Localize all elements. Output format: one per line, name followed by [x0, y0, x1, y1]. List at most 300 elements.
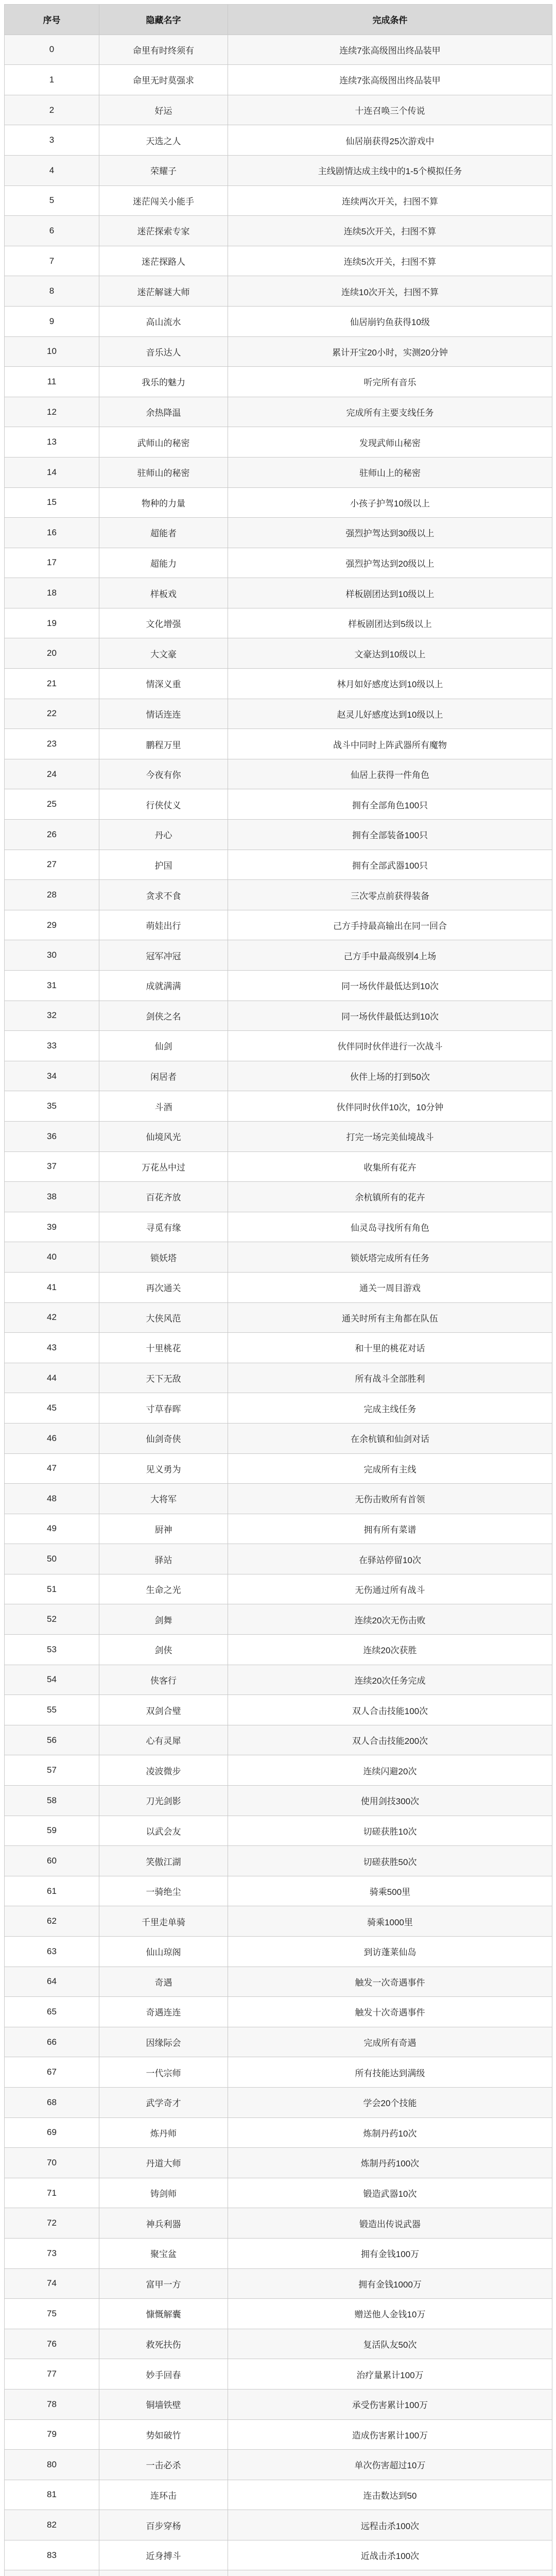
cell-condition: 己方手中最高级别4上场	[228, 940, 552, 970]
cell-name: 命里无时莫强求	[99, 65, 228, 95]
cell-condition: 强烈护驾达到20级以上	[228, 548, 552, 578]
cell-name: 斗酒	[99, 1091, 228, 1121]
cell-condition: 双人合击技能100次	[228, 1695, 552, 1725]
cell-id: 14	[5, 457, 99, 487]
cell-condition: 战斗中同时上阵武器所有魔物	[228, 729, 552, 759]
cell-name: 冠军冲冠	[99, 940, 228, 970]
cell-id: 8	[5, 276, 99, 306]
table-row	[5, 1967, 552, 1997]
cell-id: 35	[5, 1091, 99, 1121]
cell-name: 近身搏斗	[99, 2540, 228, 2570]
cell-condition: 无伤通过所有战斗	[228, 1574, 552, 1604]
cell-condition: 触发十次奇遇事件	[228, 1997, 552, 2027]
cell-name: 因缘际会	[99, 2027, 228, 2057]
cell-id: 53	[5, 1635, 99, 1665]
cell-name: 驿站	[99, 1544, 228, 1574]
cell-name: 大将军	[99, 1484, 228, 1514]
header-id: 序号	[5, 5, 99, 35]
cell-name: 刀光剑影	[99, 1786, 228, 1816]
table-row	[5, 940, 552, 971]
table-row	[5, 156, 552, 186]
cell-id: 76	[5, 2329, 99, 2359]
cell-name: 心有灵犀	[99, 1725, 228, 1755]
cell-name: 仙剑奇侠	[99, 1423, 228, 1453]
cell-name: 天下无敌	[99, 1363, 228, 1393]
cell-name: 我乐的魅力	[99, 367, 228, 397]
cell-id: 46	[5, 1423, 99, 1453]
cell-condition: 承受伤害累计100万	[228, 2389, 552, 2419]
cell-id: 72	[5, 2208, 99, 2238]
cell-id: 28	[5, 880, 99, 910]
cell-condition: 文豪达到10级以上	[228, 638, 552, 668]
cell-name: 余热降温	[99, 397, 228, 427]
cell-name: 命里有时终须有	[99, 35, 228, 65]
cell-condition: 到访蓬莱仙岛	[228, 1937, 552, 1967]
cell-id	[5, 2570, 99, 2576]
cell-condition: 仙居上获得一件角色	[228, 759, 552, 789]
table-row	[5, 669, 552, 699]
cell-condition: 完成所有奇遇	[228, 2027, 552, 2057]
cell-id: 77	[5, 2359, 99, 2389]
cell-name: 锁妖塔	[99, 1242, 228, 1272]
table-row	[5, 1423, 552, 1454]
cell-name	[99, 2570, 228, 2576]
cell-name: 剑舞	[99, 1604, 228, 1634]
cell-name: 迷茫探索专家	[99, 216, 228, 246]
cell-condition: 拥有全部角色100只	[228, 789, 552, 819]
cell-id: 20	[5, 638, 99, 668]
cell-name: 铜墙铁壁	[99, 2389, 228, 2419]
table-row	[5, 548, 552, 579]
header-name: 隐藏名字	[99, 5, 228, 35]
table-row	[5, 125, 552, 156]
cell-name: 势如破竹	[99, 2420, 228, 2450]
table-row	[5, 729, 552, 759]
table-row	[5, 1363, 552, 1394]
cell-name: 物种的力量	[99, 488, 228, 518]
cell-condition: 所有技能达到满级	[228, 2057, 552, 2087]
cell-name: 铸剑师	[99, 2178, 228, 2208]
table-row	[5, 910, 552, 941]
cell-name: 贪求不食	[99, 880, 228, 910]
cell-name: 仙山琼阁	[99, 1937, 228, 1967]
cell-condition: 拥有全部武器100只	[228, 850, 552, 880]
cell-name: 驻师山的秘密	[99, 457, 228, 487]
cell-id: 57	[5, 1755, 99, 1785]
cell-id: 42	[5, 1303, 99, 1333]
cell-name: 炼丹师	[99, 2118, 228, 2148]
cell-id: 59	[5, 1816, 99, 1846]
cell-name: 鹏程万里	[99, 729, 228, 759]
cell-condition: 锻造出传说武器	[228, 2208, 552, 2238]
cell-name: 迷茫探路人	[99, 246, 228, 276]
table-row	[5, 186, 552, 216]
table-row	[5, 35, 552, 65]
cell-name: 样板戏	[99, 578, 228, 608]
cell-id: 54	[5, 1665, 99, 1695]
table-row	[5, 2480, 552, 2511]
cell-id: 69	[5, 2118, 99, 2148]
table-row	[5, 1876, 552, 1907]
cell-condition: 强烈护驾达到30级以上	[228, 518, 552, 548]
cell-name: 萌娃出行	[99, 910, 228, 940]
cell-name: 寻觅有缘	[99, 1212, 228, 1242]
cell-id: 78	[5, 2389, 99, 2419]
table-row	[5, 1484, 552, 1514]
cell-condition: 在余杭镇和仙剑对话	[228, 1423, 552, 1453]
cell-id: 4	[5, 156, 99, 185]
cell-name: 百步穿杨	[99, 2510, 228, 2540]
cell-condition: 治疗量累计100万	[228, 2359, 552, 2389]
cell-id: 82	[5, 2510, 99, 2540]
cell-condition: 驻师山上的秘密	[228, 457, 552, 487]
cell-id: 44	[5, 1363, 99, 1393]
cell-condition: 无伤击败所有首领	[228, 1484, 552, 1514]
cell-name: 神兵利器	[99, 2208, 228, 2238]
cell-name: 大文豪	[99, 638, 228, 668]
cell-condition: 连续闪避20次	[228, 1755, 552, 1785]
cell-name: 生命之光	[99, 1574, 228, 1604]
cell-name: 情话连连	[99, 699, 228, 729]
table-row	[5, 1604, 552, 1635]
cell-id: 12	[5, 397, 99, 427]
cell-name: 凌波微步	[99, 1755, 228, 1785]
cell-condition: 林月如好感度达到10级以上	[228, 669, 552, 699]
table-row	[5, 1454, 552, 1484]
cell-condition: 完成所有主要支线任务	[228, 397, 552, 427]
cell-id: 43	[5, 1333, 99, 1363]
cell-condition: 近战击杀100次	[228, 2540, 552, 2570]
cell-condition: 锻造武器10次	[228, 2178, 552, 2208]
cell-condition: 同一场伙伴最低达到10次	[228, 971, 552, 1001]
table-row	[5, 1816, 552, 1846]
cell-id: 83	[5, 2540, 99, 2570]
cell-name: 情深义重	[99, 669, 228, 699]
table-row	[5, 65, 552, 95]
cell-condition: 在驿站停留10次	[228, 1544, 552, 1574]
table-row	[5, 2208, 552, 2239]
cell-name: 双剑合璧	[99, 1695, 228, 1725]
cell-condition: 双人合击技能200次	[228, 1725, 552, 1755]
cell-condition: 收集所有花卉	[228, 1152, 552, 1182]
cell-name: 今夜有你	[99, 759, 228, 789]
table-row	[5, 1091, 552, 1122]
cell-id: 60	[5, 1846, 99, 1876]
cell-condition: 切磋获胜10次	[228, 1816, 552, 1846]
table-row	[5, 2299, 552, 2329]
cell-name: 奇遇连连	[99, 1997, 228, 2027]
cell-condition: 主线剧情达成主线中的1-5个模拟任务	[228, 156, 552, 185]
cell-condition: 伙伴上场的打到50次	[228, 1061, 552, 1091]
table-row	[5, 1031, 552, 1061]
cell-name: 一击必杀	[99, 2450, 228, 2480]
cell-name: 剑侠之名	[99, 1001, 228, 1031]
table-row	[5, 1242, 552, 1273]
table-row	[5, 276, 552, 307]
cell-id: 63	[5, 1937, 99, 1967]
table-row	[5, 397, 552, 428]
table-row	[5, 971, 552, 1001]
cell-condition: 完成主线任务	[228, 1393, 552, 1423]
cell-id: 75	[5, 2299, 99, 2329]
table-row	[5, 367, 552, 397]
cell-name: 行侠仗义	[99, 789, 228, 819]
table-row	[5, 95, 552, 126]
table-row	[5, 1061, 552, 1092]
cell-id: 25	[5, 789, 99, 819]
table-row	[5, 216, 552, 246]
cell-name: 高山流水	[99, 307, 228, 336]
cell-condition: 赵灵儿好感度达到10级以上	[228, 699, 552, 729]
cell-condition: 打完一场完美仙境战斗	[228, 1122, 552, 1151]
cell-name: 连环击	[99, 2480, 228, 2510]
table-row	[5, 2540, 552, 2571]
cell-name: 侠客行	[99, 1665, 228, 1695]
table-row	[5, 2450, 552, 2480]
cell-name: 妙手回春	[99, 2359, 228, 2389]
cell-id: 2	[5, 95, 99, 125]
table-row	[5, 2057, 552, 2088]
cell-name: 大侠风范	[99, 1303, 228, 1333]
cell-name: 好运	[99, 95, 228, 125]
table-row	[5, 1665, 552, 1696]
cell-id: 45	[5, 1393, 99, 1423]
cell-name: 护国	[99, 850, 228, 880]
cell-condition: 发现武师山秘密	[228, 427, 552, 457]
table-row	[5, 1152, 552, 1182]
cell-id: 31	[5, 971, 99, 1001]
table-row	[5, 1695, 552, 1725]
table-row	[5, 2148, 552, 2178]
cell-id: 30	[5, 940, 99, 970]
cell-condition: 连续7张高级图出终品装甲	[228, 35, 552, 65]
achievement-table	[4, 4, 552, 2576]
cell-condition: 造成伤害累计100万	[228, 2420, 552, 2450]
table-row	[5, 488, 552, 518]
cell-id: 29	[5, 910, 99, 940]
cell-condition: 连续20次无伤击败	[228, 1604, 552, 1634]
cell-name: 慷慨解囊	[99, 2299, 228, 2329]
cell-name: 丹道大师	[99, 2148, 228, 2178]
table-row	[5, 1846, 552, 1876]
cell-id: 51	[5, 1574, 99, 1604]
table-row	[5, 427, 552, 457]
table-header-row	[5, 5, 552, 35]
cell-id: 41	[5, 1273, 99, 1302]
cell-id: 49	[5, 1514, 99, 1544]
cell-condition: 通关一周目游戏	[228, 1273, 552, 1302]
cell-id: 48	[5, 1484, 99, 1514]
cell-name: 救死扶伤	[99, 2329, 228, 2359]
cell-id: 79	[5, 2420, 99, 2450]
cell-id: 11	[5, 367, 99, 397]
cell-id: 24	[5, 759, 99, 789]
cell-id: 3	[5, 125, 99, 155]
cell-name: 迷茫解谜大师	[99, 276, 228, 306]
cell-condition: 连续20次获胜	[228, 1635, 552, 1665]
cell-name: 丹心	[99, 820, 228, 850]
cell-name: 仙境风光	[99, 1122, 228, 1151]
table-row	[5, 2027, 552, 2058]
cell-name: 荣耀子	[99, 156, 228, 185]
cell-condition	[228, 2570, 552, 2576]
table-row	[5, 2088, 552, 2118]
cell-name: 一代宗师	[99, 2057, 228, 2087]
table-row	[5, 1937, 552, 1967]
cell-id: 1	[5, 65, 99, 95]
table-row	[5, 1635, 552, 1665]
cell-id: 6	[5, 216, 99, 246]
cell-id: 18	[5, 578, 99, 608]
cell-condition: 仙灵岛寻找所有角色	[228, 1212, 552, 1242]
table-row	[5, 307, 552, 337]
cell-name: 奇遇	[99, 1967, 228, 1997]
cell-condition: 触发一次奇遇事件	[228, 1967, 552, 1997]
cell-id: 37	[5, 1152, 99, 1182]
cell-id: 34	[5, 1061, 99, 1091]
cell-id: 7	[5, 246, 99, 276]
table-row	[5, 457, 552, 488]
cell-id: 0	[5, 35, 99, 65]
cell-name: 仙剑	[99, 1031, 228, 1061]
table-row	[5, 1786, 552, 1816]
cell-condition: 小孩子护驾10级以上	[228, 488, 552, 518]
cell-name: 富甲一方	[99, 2269, 228, 2299]
cell-id: 9	[5, 307, 99, 336]
cell-condition: 伙伴同时伙伴进行一次战斗	[228, 1031, 552, 1061]
cell-id: 71	[5, 2178, 99, 2208]
table-row	[5, 1574, 552, 1605]
cell-id: 68	[5, 2088, 99, 2117]
cell-condition: 拥有全部装备100只	[228, 820, 552, 850]
table-row	[5, 2239, 552, 2269]
cell-id: 67	[5, 2057, 99, 2087]
table-row	[5, 2389, 552, 2420]
table-row	[5, 608, 552, 639]
table-row	[5, 578, 552, 608]
cell-condition: 连续两次开关，扫图不算	[228, 186, 552, 216]
cell-condition: 仙居崩获得25次游戏中	[228, 125, 552, 155]
cell-id: 21	[5, 669, 99, 699]
cell-name: 武师山的秘密	[99, 427, 228, 457]
cell-condition: 炼制丹药10次	[228, 2118, 552, 2148]
cell-condition: 锁妖塔完成所有任务	[228, 1242, 552, 1272]
cell-name: 万花丛中过	[99, 1152, 228, 1182]
cell-id: 58	[5, 1786, 99, 1816]
cell-condition: 连续7张高级图出终品装甲	[228, 65, 552, 95]
table-row	[5, 880, 552, 910]
cell-condition: 连击数达到50	[228, 2480, 552, 2510]
cell-name: 剑侠	[99, 1635, 228, 1665]
table-row	[5, 1906, 552, 1937]
cell-name: 十里桃花	[99, 1333, 228, 1363]
cell-id: 13	[5, 427, 99, 457]
cell-id: 26	[5, 820, 99, 850]
cell-id: 47	[5, 1454, 99, 1484]
table-row	[5, 699, 552, 730]
cell-name: 百花齐放	[99, 1182, 228, 1212]
cell-id: 23	[5, 729, 99, 759]
cell-condition: 仙居崩钓鱼获得10级	[228, 307, 552, 336]
cell-id: 22	[5, 699, 99, 729]
table-row	[5, 2420, 552, 2450]
cell-condition: 复活队友50次	[228, 2329, 552, 2359]
table-row	[5, 2510, 552, 2540]
cell-condition: 拥有金钱1000万	[228, 2269, 552, 2299]
table-row	[5, 1273, 552, 1303]
cell-id: 50	[5, 1544, 99, 1574]
table-row	[5, 1997, 552, 2027]
table-row	[5, 1725, 552, 1756]
table-row	[5, 2329, 552, 2360]
cell-condition: 连续5次开关，扫图不算	[228, 216, 552, 246]
cell-id: 17	[5, 548, 99, 578]
cell-id: 70	[5, 2148, 99, 2178]
cell-condition: 伙伴同时伙伴10次，10分钟	[228, 1091, 552, 1121]
cell-condition: 己方手持最高输出在同一回合	[228, 910, 552, 940]
cell-name: 音乐达人	[99, 337, 228, 367]
cell-name: 厨神	[99, 1514, 228, 1544]
table-row	[5, 789, 552, 820]
table-row	[5, 638, 552, 669]
table-row	[5, 1212, 552, 1243]
cell-condition: 连续10次开关，扫图不算	[228, 276, 552, 306]
cell-condition: 骑乘500里	[228, 1876, 552, 1906]
table-row	[5, 2570, 552, 2576]
table-row	[5, 1544, 552, 1574]
cell-id: 33	[5, 1031, 99, 1061]
cell-condition: 使用剑技300次	[228, 1786, 552, 1816]
cell-id: 10	[5, 337, 99, 367]
table-row	[5, 2269, 552, 2299]
table-row	[5, 2359, 552, 2389]
cell-condition: 和十里的桃花对话	[228, 1333, 552, 1363]
cell-id: 62	[5, 1906, 99, 1936]
cell-id: 66	[5, 2027, 99, 2057]
table-row	[5, 1122, 552, 1152]
cell-id: 40	[5, 1242, 99, 1272]
table-row	[5, 2178, 552, 2209]
cell-id: 64	[5, 1967, 99, 1997]
cell-name: 以武会友	[99, 1816, 228, 1846]
table-row	[5, 850, 552, 880]
cell-name: 迷茫闯关小能手	[99, 186, 228, 216]
cell-condition: 样板剧团达到10级以上	[228, 578, 552, 608]
cell-id: 5	[5, 186, 99, 216]
cell-condition: 拥有金钱100万	[228, 2239, 552, 2268]
cell-condition: 炼制丹药100次	[228, 2148, 552, 2178]
cell-id: 80	[5, 2450, 99, 2480]
cell-name: 见义勇为	[99, 1454, 228, 1484]
cell-name: 再次通关	[99, 1273, 228, 1302]
cell-id: 16	[5, 518, 99, 548]
cell-name: 文化增强	[99, 608, 228, 638]
cell-id: 36	[5, 1122, 99, 1151]
cell-condition: 连续5次开关，扫图不算	[228, 246, 552, 276]
table-row	[5, 2118, 552, 2148]
table-row	[5, 246, 552, 277]
table-row	[5, 337, 552, 367]
cell-condition: 单次伤害超过10万	[228, 2450, 552, 2480]
cell-condition: 远程击杀100次	[228, 2510, 552, 2540]
cell-name: 成就满满	[99, 971, 228, 1001]
cell-name: 天选之人	[99, 125, 228, 155]
cell-condition: 学会20个技能	[228, 2088, 552, 2117]
table-row	[5, 1393, 552, 1423]
cell-condition: 三次零点前获得装备	[228, 880, 552, 910]
cell-condition: 同一场伙伴最低达到10次	[228, 1001, 552, 1031]
cell-id: 74	[5, 2269, 99, 2299]
